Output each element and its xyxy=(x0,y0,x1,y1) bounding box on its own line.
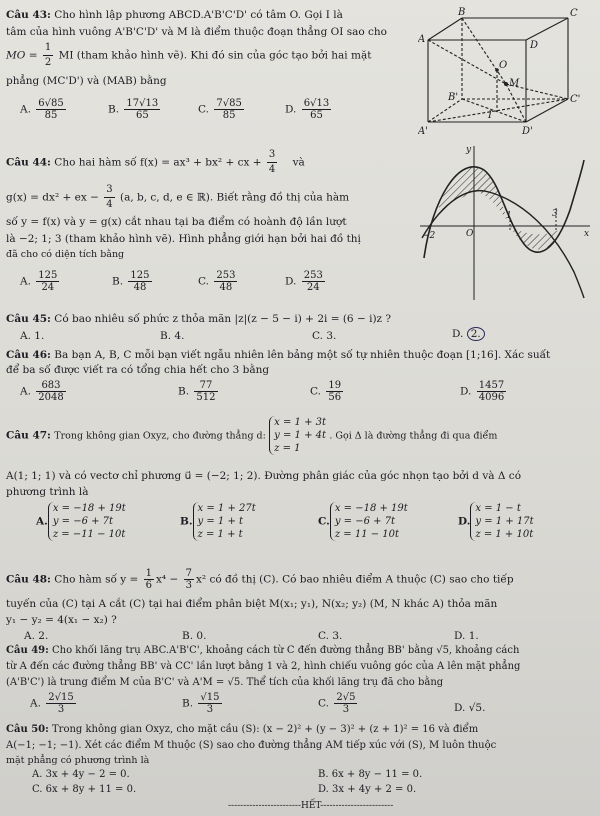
q48-option-d[interactable]: D. 1. xyxy=(454,630,479,642)
region-left xyxy=(434,167,510,226)
q45-option-a[interactable]: A. 1. xyxy=(20,330,45,342)
cube-figure xyxy=(418,4,596,138)
q44-f-def: Cho hai hàm số f(x) = ax³ + bx² + cx + xyxy=(54,156,262,169)
graph-tick-1: 1 xyxy=(506,211,512,221)
graph-tick-3: 3 xyxy=(552,209,558,219)
cube-label-m: M xyxy=(509,78,520,89)
cube-label-i: I xyxy=(488,110,492,121)
q44-line4: là −2; 1; 3 (tham khảo hình vẽ). Hình phẳng giới hạn bởi hai đồ thị xyxy=(6,233,361,245)
q44-option-b[interactable]: B. $\frac{125}{48}$ xyxy=(112,270,150,293)
q48-line1b: x² có đồ thị (C). Có bao nhiêu điểm A thuộc (C) sao cho tiếp xyxy=(196,573,514,586)
q43-mo: MO = xyxy=(6,49,38,62)
q49-line2: từ A đến các đường thẳng BB' và CC' lần lượt bằng 1 và 2, hình chiếu vuông góc của A lên mặt phẳng xyxy=(6,661,521,672)
q48-option-a[interactable]: A. 2. xyxy=(24,630,49,642)
q47-line1b: . Gọi Δ là đường thẳng đi qua điểm xyxy=(329,430,498,442)
q43-option-a[interactable]: A. $\frac{6√85}{85}$ xyxy=(20,98,64,121)
graph-origin: O xyxy=(466,229,474,239)
q50-option-c[interactable]: C. 6x + 8y + 11 = 0. xyxy=(32,784,137,795)
q44-option-d[interactable]: D. $\frac{253}{24}$ xyxy=(285,270,323,293)
cube-label-d: D xyxy=(530,40,539,51)
q45-label: Câu 45: xyxy=(6,313,51,325)
q47-label: Câu 47: xyxy=(6,429,51,442)
question-50 xyxy=(6,724,478,735)
q48-option-c[interactable]: C. 3. xyxy=(318,630,343,642)
q48-label: Câu 48: xyxy=(6,573,51,586)
q44-g-def: g(x) = dx² + ex − xyxy=(6,191,99,204)
q47-option-d[interactable]: D.x = 1 − t y = 1 + 17t z = 1 + 10t xyxy=(458,503,534,540)
q46-line2: để ba số được viết ra có tổng chia hết cho 3 bằng xyxy=(6,364,270,376)
q49-line3: (A'B'C') là trung điểm M của B'C' và A'M = √5. Thể tích của khối lăng trụ đã cho bằng xyxy=(6,677,444,688)
q44-graph xyxy=(414,140,596,308)
q48-option-b[interactable]: B. 0. xyxy=(182,630,207,642)
q49-label: Câu 49: xyxy=(6,645,49,656)
q45-option-c[interactable]: C. 3. xyxy=(312,330,337,342)
cube-label-a-prime: A' xyxy=(418,126,428,137)
q50-option-b[interactable]: B. 6x + 8y − 11 = 0. xyxy=(318,769,423,780)
q50-line2: A(−1; −1; −1). Xét các điểm M thuộc (S) sao cho đường thẳng AM tiếp xúc với (S), M luôn thuộc xyxy=(6,740,497,751)
question-49 xyxy=(6,645,519,656)
cube-label-a: A xyxy=(418,34,426,45)
cube-label-b: B xyxy=(458,7,466,18)
graph-y-label: y xyxy=(466,145,472,155)
question-44 xyxy=(6,148,406,262)
q50-option-a[interactable]: A. 3x + 4y − 2 = 0. xyxy=(32,769,130,780)
q43-option-c[interactable]: C. $\frac{7√85}{85}$ xyxy=(198,98,242,121)
q49-option-b[interactable]: B. $\frac{√15}{3}$ xyxy=(182,692,220,715)
q46-line1: Ba bạn A, B, C mỗi bạn viết ngẫu nhiên lên bảng một số tự nhiên thuộc đoạn [1;16]. Xác suất xyxy=(54,349,551,361)
q45-option-b[interactable]: B. 4. xyxy=(160,330,185,342)
q47-line1a: Trong không gian Oxyz, cho đường thẳng d: xyxy=(54,430,266,442)
selected-answer-circle: 2. xyxy=(467,327,485,341)
q47-line2: A(1; 1; 1) và có vectơ chỉ phương u⃗ = (−2; 1; 2). Đường phân giác của góc nhọn tạo bởi d và Δ có xyxy=(6,470,522,482)
q44-line3: số y = f(x) và y = g(x) cắt nhau tại ba điểm có hoành độ lần lượt xyxy=(6,216,347,228)
q47-option-c[interactable]: C.x = −18 + 19t y = −6 + 7t z = 11 − 10t xyxy=(318,503,408,540)
q47-option-a[interactable]: A.x = −18 + 19t y = −6 + 7t z = −11 − 10t xyxy=(36,503,126,540)
cube-label-c: C xyxy=(570,8,578,19)
q44-option-a[interactable]: A. $\frac{125}{24}$ xyxy=(20,270,58,293)
end-marker: ------------------------HẾT------------------------ xyxy=(228,801,394,811)
q50-line3: mặt phẳng có phương trình là xyxy=(6,755,150,766)
cube-label-o: O xyxy=(499,60,508,71)
q44-option-c[interactable]: C. $\frac{253}{48}$ xyxy=(198,270,236,293)
q44-frac1: $\frac{3}{4}$ xyxy=(268,149,276,175)
q48-line2: tuyến của (C) tại A cắt (C) tại hai điểm phân biệt M(x₁; y₁), N(x₂; y₂) (M, N khác A) thỏa mãn xyxy=(6,598,498,610)
q46-label: Câu 46: xyxy=(6,349,51,361)
q50-label: Câu 50: xyxy=(6,724,49,735)
q47-option-b[interactable]: B.x = 1 + 27t y = 1 + t z = 1 + t xyxy=(180,503,256,540)
question-47 xyxy=(6,416,497,455)
q44-line5: đã cho có diện tích bằng xyxy=(6,249,125,260)
q46-option-d[interactable]: D. $\frac{1457}{4096}$ xyxy=(460,380,505,403)
q48-func-prefix: Cho hàm số y = xyxy=(54,573,139,586)
q47-line-d: x = 1 + 3t y = 1 + 4t z = 1 xyxy=(269,416,326,455)
q44-and: và xyxy=(292,156,305,169)
q47-line3: phương trình là xyxy=(6,486,89,498)
q50-option-d[interactable]: D. 3x + 4y + 2 = 0. xyxy=(318,784,417,795)
q43-option-d[interactable]: D. $\frac{6√13}{65}$ xyxy=(285,98,330,121)
question-46 xyxy=(6,348,596,377)
cube-label-d-prime: D' xyxy=(522,126,533,137)
q43-line3: MI (tham khảo hình vẽ). Khi đó sin của góc tạo bởi hai mặt xyxy=(58,49,372,62)
q43-option-b[interactable]: B. $\frac{17√13}{65}$ xyxy=(108,98,159,121)
q49-option-a[interactable]: A. $\frac{2√15}{3}$ xyxy=(30,692,74,715)
q45-text: Có bao nhiêu số phức z thỏa mãn |z|(z − 5 − i) + 2i = (6 − i)z ? xyxy=(54,313,392,325)
q49-line1: Cho khối lăng trụ ABC.A'B'C', khoảng cách từ C đến đường thẳng BB' bằng √5, khoảng cách xyxy=(52,645,520,656)
q46-option-a[interactable]: A. $\frac{683}{2048}$ xyxy=(20,380,64,403)
q44-frac2: $\frac{3}{4}$ xyxy=(106,184,113,210)
q49-option-d[interactable]: D. √5. xyxy=(454,702,486,714)
q43-label: Câu 43: xyxy=(6,9,51,21)
cube-label-c-prime: C' xyxy=(570,94,581,105)
question-43 xyxy=(6,8,416,88)
q49-option-c[interactable]: C. $\frac{2√5}{3}$ xyxy=(318,692,356,715)
q43-line4: phẳng (MC'D') và (MAB) bằng xyxy=(6,75,167,87)
q43-line1: Cho hình lập phương ABCD.A'B'C'D' có tâm O. Gọi I là xyxy=(54,9,343,21)
q43-line2: tâm của hình vuông A'B'C'D' và M là điểm thuộc đoạn thẳng OI sao cho xyxy=(6,26,387,38)
q46-option-b[interactable]: B. $\frac{77}{512}$ xyxy=(178,380,216,403)
question-45 xyxy=(6,312,586,326)
q45-option-d[interactable]: D. 2. xyxy=(452,327,485,341)
q50-line1: Trong không gian Oxyz, cho mặt cầu (S): (x − 2)² + (y − 3)² + (z + 1)² = 16 và điểm xyxy=(52,724,479,735)
q46-option-c[interactable]: C. $\frac{19}{56}$ xyxy=(310,380,342,403)
question-48: Câu 48: Cho hàm số y = $\frac{1}{6}$ x⁴ − $\frac{7}{3}$ x² có đồ thị (C). Có bao nhiêu điểm A thuộc (C) sao cho tiếp xyxy=(6,568,514,591)
q43-half-fraction: $\frac{1}{2}$ xyxy=(44,42,52,68)
q44-line2: (a, b, c, d, e ∈ ℝ). Biết rằng đồ thị của hàm xyxy=(119,191,350,204)
q48-line3: y₁ − y₂ = 4(x₁ − x₂) ? xyxy=(6,614,117,626)
graph-tick-neg2: −2 xyxy=(422,231,436,241)
graph-x-label: x xyxy=(584,229,590,239)
q44-label: Câu 44: xyxy=(6,156,51,169)
cube-label-b-prime: B' xyxy=(448,92,459,103)
